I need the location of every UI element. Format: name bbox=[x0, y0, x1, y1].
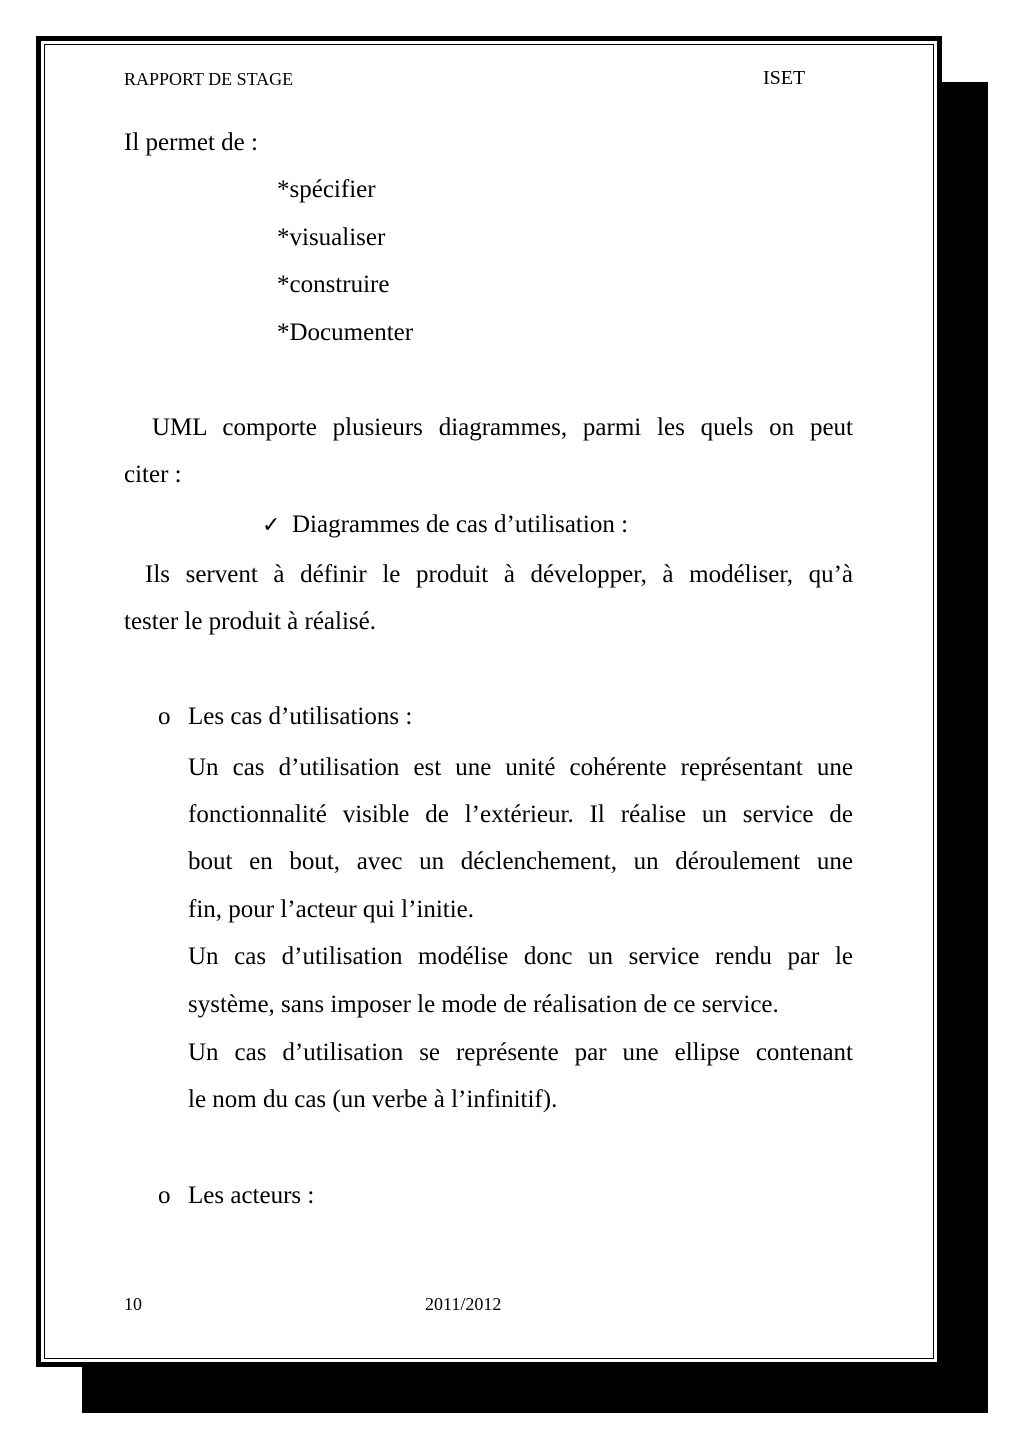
uml-paragraph-line: UML comporte plusieurs diagrammes, parmi les quels on peut bbox=[152, 414, 853, 441]
section-paragraph-line: Un cas d’utilisation modélise donc un service rendu par le bbox=[188, 943, 853, 970]
header-school-name: ISET bbox=[763, 67, 806, 89]
section-paragraph-line: fonctionnalité visible de l’extérieur. Il réalise un service de bbox=[188, 801, 853, 828]
page-border bbox=[44, 44, 934, 1359]
purpose-item: *visualiser bbox=[277, 224, 386, 251]
uml-paragraph-line: citer : bbox=[124, 461, 182, 488]
checkmark-icon: ✓ bbox=[262, 512, 281, 537]
footer-year: 2011/2012 bbox=[425, 1294, 502, 1314]
footer-page-number: 10 bbox=[124, 1294, 142, 1314]
section-paragraph-line: Un cas d’utilisation se représente par une ellipse contenant bbox=[188, 1039, 853, 1066]
section-paragraph-line: fin, pour l’acteur qui l’initie. bbox=[188, 896, 475, 923]
intro-text: Il permet de : bbox=[124, 129, 258, 156]
circle-bullet-icon: o bbox=[158, 703, 171, 730]
purpose-item: *construire bbox=[277, 271, 390, 298]
section-paragraph-line: système, sans imposer le mode de réalisation de ce service. bbox=[188, 991, 779, 1018]
purpose-item: *Documenter bbox=[277, 319, 414, 346]
serve-paragraph-line: Ils servent à définir le produit à développer, à modéliser, qu’à bbox=[145, 561, 853, 588]
section-title: Les cas d’utilisations : bbox=[188, 703, 413, 730]
section-paragraph-line: bout en bout, avec un déclenchement, un déroulement une bbox=[188, 848, 853, 875]
document-page bbox=[36, 36, 942, 1367]
section-paragraph-line: le nom du cas (un verbe à l’infinitif). bbox=[188, 1086, 558, 1113]
serve-paragraph-line: tester le produit à réalisé. bbox=[124, 608, 376, 635]
section-paragraph-line: Un cas d’utilisation est une unité cohérente représentant une bbox=[188, 754, 853, 781]
header-report-title: RAPPORT DE STAGE bbox=[124, 69, 294, 89]
diagram-heading-text: Diagrammes de cas d’utilisation : bbox=[292, 511, 629, 538]
section-title: Les acteurs : bbox=[188, 1182, 315, 1209]
purpose-item: *spécifier bbox=[277, 176, 376, 203]
diagram-heading bbox=[262, 510, 628, 540]
circle-bullet-icon: o bbox=[158, 1182, 171, 1209]
